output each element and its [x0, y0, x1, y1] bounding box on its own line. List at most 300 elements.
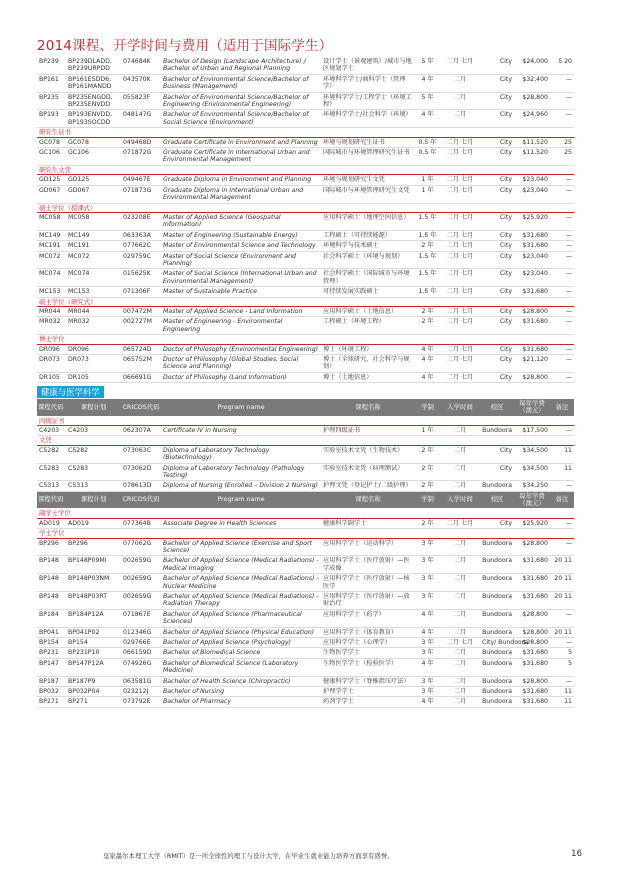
intake-cell: 二月: [440, 697, 480, 707]
campus-cell: Bundoora: [480, 648, 514, 658]
campus-cell: City: [480, 306, 514, 316]
note-cell: 5 20: [550, 57, 574, 74]
program-plan-cell: BP161ESDD6, BP161MANDD: [66, 74, 121, 92]
intake-cell: 二月: [440, 445, 480, 463]
fee-cell: $31,680: [514, 687, 550, 697]
duration-cell: 2 年: [415, 306, 440, 316]
table-row: [37, 241, 574, 251]
fee-cell: $28,800: [514, 92, 550, 110]
table-row: [37, 556, 574, 574]
table-row: [37, 574, 574, 592]
campus-cell: City: [480, 137, 514, 147]
course-code-cell: BP032: [37, 687, 66, 697]
intake-cell: 二月 七月: [440, 57, 480, 74]
duration-cell: 4 年: [415, 609, 440, 627]
table-row: [37, 74, 574, 92]
duration-cell: 1.5 年: [415, 230, 440, 240]
duration-cell: 5 年: [415, 92, 440, 110]
category-row: [37, 509, 574, 518]
fee-cell: $17,500: [514, 426, 550, 436]
duration-cell: 4 年: [415, 627, 440, 637]
note-cell: 11: [550, 697, 574, 707]
program-plan-cell: BP187P9: [66, 676, 121, 686]
program-plan-cell: BP235ENGDD, BP235ENVDD: [66, 92, 121, 110]
note-cell: 5: [550, 648, 574, 658]
fee-cell: $31,680: [514, 574, 550, 592]
table-row: [37, 251, 574, 269]
campus-cell: Bundoora: [480, 627, 514, 637]
fee-cell: $34,500: [514, 445, 550, 463]
program-plan-cell: BP041P02: [66, 627, 121, 637]
fee-cell: $31,680: [514, 317, 550, 335]
fee-cell: $25,920: [514, 212, 550, 230]
program-name-cell: Diploma of Nursing (Enrolled – Division 2 Nursing): [161, 481, 321, 491]
program-plan-cell: GD125: [66, 175, 121, 185]
column-header: 入学时间: [440, 491, 480, 508]
note-cell: —: [550, 538, 574, 556]
program-plan-cell: BP148P03RT: [66, 591, 121, 609]
cricos-code-cell: 073792E: [121, 697, 161, 707]
fee-cell: $11,520: [514, 137, 550, 147]
chinese-name-cell: 实验室技术文凭（病理测试）: [321, 463, 415, 481]
chinese-name-cell: 应用科学硕士（土地信息）: [321, 306, 415, 316]
column-header: CRICOS代码: [121, 491, 161, 508]
fee-cell: $34,500: [514, 463, 550, 481]
intake-cell: 二月: [440, 687, 480, 697]
fee-cell: $31,680: [514, 648, 550, 658]
chinese-name-cell: 应用科学学士（医疗放射）—放射治疗: [321, 591, 415, 609]
program-plan-cell: C5283: [66, 463, 121, 481]
category-label: 硕士学位（研究式）: [37, 297, 574, 306]
fee-cell: $31,680: [514, 591, 550, 609]
note-cell: —: [550, 92, 574, 110]
table-row: [37, 185, 574, 203]
column-header: 课程名称: [321, 491, 415, 508]
note-cell: —: [550, 185, 574, 203]
note-cell: —: [550, 269, 574, 287]
program-plan-cell: C4203: [66, 426, 121, 436]
fee-cell: $11,520: [514, 148, 550, 166]
campus-cell: Bundoora: [480, 676, 514, 686]
table-row: [37, 148, 574, 166]
note-cell: 25: [550, 137, 574, 147]
cricos-code-cell: 012346G: [121, 627, 161, 637]
table-row: [37, 344, 574, 354]
duration-cell: 2 年: [415, 481, 440, 491]
chinese-name-cell: 护理学学士: [321, 687, 415, 697]
intake-cell: 二月: [440, 110, 480, 128]
program-plan-cell: DR073: [66, 355, 121, 373]
duration-cell: 4 年: [415, 344, 440, 354]
campus-cell: City: [480, 251, 514, 269]
intake-cell: 二月 七月: [440, 637, 480, 647]
cricos-code-cell: 023208E: [121, 212, 161, 230]
table-row: [37, 212, 574, 230]
campus-cell: City: [480, 241, 514, 251]
duration-cell: 4 年: [415, 355, 440, 373]
program-plan-cell: BP193ENVDD, BP193SOCDD: [66, 110, 121, 128]
course-code-cell: BP148: [37, 556, 66, 574]
campus-cell: Bundoora: [480, 481, 514, 491]
note-cell: —: [550, 518, 574, 528]
course-code-cell: BP193: [37, 110, 66, 128]
program-name-cell: Bachelor of Health Science (Chiropractic): [161, 676, 321, 686]
duration-cell: 1 年: [415, 175, 440, 185]
intake-cell: 二月: [440, 648, 480, 658]
intake-cell: 二月: [440, 627, 480, 637]
note-cell: —: [550, 372, 574, 382]
column-header: 课程计划: [66, 399, 121, 416]
column-header: 学制: [415, 491, 440, 508]
fee-cell: $28,800: [514, 627, 550, 637]
program-name-cell: Bachelor of Applied Science (Exercise and Sport Science): [161, 538, 321, 556]
duration-cell: 2 年: [415, 317, 440, 335]
cricos-code-cell: 055823F: [121, 92, 161, 110]
duration-cell: 0.5 年: [415, 137, 440, 147]
cricos-code-cell: 062307A: [121, 426, 161, 436]
category-row: [37, 335, 574, 344]
table-row: [37, 317, 574, 335]
program-name-cell: Graduate Certificate in Environment and Planning: [161, 137, 321, 147]
table-row: [37, 110, 574, 128]
note-cell: —: [550, 230, 574, 240]
chinese-name-cell: 健康科学学士（脊椎指压疗法）: [321, 676, 415, 686]
course-code-cell: DR096: [37, 344, 66, 354]
table-row: [37, 481, 574, 491]
section-title: 健康与医学科学: [37, 386, 104, 398]
intake-cell: 二月 七月: [440, 251, 480, 269]
course-code-cell: C5282: [37, 445, 66, 463]
intake-cell: 二月 七月: [440, 355, 480, 373]
chinese-name-cell: 生物医学学士: [321, 648, 415, 658]
table-row: [37, 676, 574, 686]
program-name-cell: Master of Applied Science - Land Information: [161, 306, 321, 316]
intake-cell: 二月 七月: [440, 148, 480, 166]
campus-cell: City: [480, 344, 514, 354]
program-plan-cell: MR032: [66, 317, 121, 335]
chinese-name-cell: 可持续发展实践硕士: [321, 287, 415, 297]
cricos-code-cell: 065752M: [121, 355, 161, 373]
course-code-cell: BP148: [37, 591, 66, 609]
column-header: Program name: [161, 491, 321, 508]
cricos-code-cell: 015625K: [121, 269, 161, 287]
chinese-name-cell: 应用科学学士（医疗放射）—核医学: [321, 574, 415, 592]
table-row: [37, 591, 574, 609]
note-cell: —: [550, 344, 574, 354]
chinese-name-cell: 生物医学学士（检验医学）: [321, 658, 415, 676]
course-code-cell: BP148: [37, 574, 66, 592]
table-row: [37, 538, 574, 556]
campus-cell: City: [480, 355, 514, 373]
duration-cell: 2 年: [415, 463, 440, 481]
note-cell: 11: [550, 463, 574, 481]
duration-cell: 4 年: [415, 372, 440, 382]
fee-cell: $31,680: [514, 241, 550, 251]
duration-cell: 2 年: [415, 445, 440, 463]
course-code-cell: BP239: [37, 57, 66, 74]
program-name-cell: Master of Sustainable Practice: [161, 287, 321, 297]
cricos-code-cell: 074926G: [121, 658, 161, 676]
chinese-name-cell: 实验室技术文凭（生物技术）: [321, 445, 415, 463]
column-header: 学制: [415, 399, 440, 416]
category-label: 研究生文凭: [37, 165, 574, 174]
program-plan-cell: GD067: [66, 185, 121, 203]
duration-cell: 1 年: [415, 185, 440, 203]
program-name-cell: Diploma of Laboratory Technology (Pathology Testing): [161, 463, 321, 481]
cricos-code-cell: 063581G: [121, 676, 161, 686]
program-plan-cell: BP239DLADD, BP239URPDD: [66, 57, 121, 74]
column-header: 每年学费（澳元）: [514, 491, 550, 508]
program-plan-cell: BP148P09MI: [66, 556, 121, 574]
cricos-code-cell: 073062D: [121, 463, 161, 481]
cricos-code-cell: 043570K: [121, 74, 161, 92]
program-plan-cell: GC106: [66, 148, 121, 166]
table-row: [37, 648, 574, 658]
note-cell: —: [550, 676, 574, 686]
chinese-name-cell: 应用科学学士（体育教育）: [321, 627, 415, 637]
program-plan-cell: BP184P12A: [66, 609, 121, 627]
fee-cell: $28,800: [514, 637, 550, 647]
duration-cell: 3 年: [415, 574, 440, 592]
course-code-cell: BP235: [37, 92, 66, 110]
course-code-cell: DR105: [37, 372, 66, 382]
table-row: [37, 687, 574, 697]
intake-cell: 二月 七月: [440, 212, 480, 230]
note-cell: —: [550, 426, 574, 436]
intake-cell: 二月: [440, 538, 480, 556]
program-plan-cell: BP231P10: [66, 648, 121, 658]
cricos-code-cell: 049468D: [121, 137, 161, 147]
chinese-name-cell: 应用科学学士（运动科学）: [321, 538, 415, 556]
campus-cell: City: [480, 185, 514, 203]
campus-cell: City: [480, 230, 514, 240]
course-code-cell: MC191: [37, 241, 66, 251]
note-cell: —: [550, 287, 574, 297]
program-plan-cell: MC058: [66, 212, 121, 230]
program-name-cell: Bachelor of Applied Science (Medical Radiations) - Nuclear Medicine: [161, 574, 321, 592]
chinese-name-cell: 环境科学学士/工程学士（环境工程）: [321, 92, 415, 110]
table-row: [37, 637, 574, 647]
program-name-cell: Bachelor of Nursing: [161, 687, 321, 697]
table-header-row: [37, 399, 574, 416]
note-cell: 20 11: [550, 591, 574, 609]
campus-cell: Bundoora: [480, 426, 514, 436]
category-row: [37, 416, 574, 425]
fee-cell: $28,800: [514, 676, 550, 686]
category-row: [37, 128, 574, 137]
course-code-cell: BP184: [37, 609, 66, 627]
table-row: [37, 92, 574, 110]
program-name-cell: Master of Engineering - Environmental Engineering: [161, 317, 321, 335]
intake-cell: 二月: [440, 556, 480, 574]
chinese-name-cell: 国际城市与环境管理研究生文凭: [321, 185, 415, 203]
campus-cell: City: [480, 269, 514, 287]
campus-cell: City: [480, 148, 514, 166]
duration-cell: 4 年: [415, 110, 440, 128]
table-row: [37, 658, 574, 676]
program-plan-cell: MR044: [66, 306, 121, 316]
intake-cell: 二月: [440, 658, 480, 676]
program-plan-cell: BP032P04: [66, 687, 121, 697]
campus-cell: City: [480, 317, 514, 335]
campus-cell: City: [480, 463, 514, 481]
table-row: [37, 230, 574, 240]
campus-cell: Bundoora: [480, 697, 514, 707]
campus-cell: City: [480, 212, 514, 230]
chinese-name-cell: 环境与规划研究生证书: [321, 137, 415, 147]
category-label: 副学士学位: [37, 509, 574, 518]
intake-cell: 二月 七月: [440, 185, 480, 203]
program-name-cell: Bachelor of Environmental Science/Bachelor of Social Science (Environment): [161, 110, 321, 128]
fee-cell: $23,040: [514, 251, 550, 269]
column-header: 备注: [550, 399, 574, 416]
program-name-cell: Certificate IV in Nursing: [161, 426, 321, 436]
page-title: 2014课程、开学时间与费用（适用于国际学生）: [37, 38, 333, 54]
intake-cell: 二月: [440, 609, 480, 627]
program-name-cell: Master of Engineering (Sustainable Energy): [161, 230, 321, 240]
course-code-cell: MC149: [37, 230, 66, 240]
note-cell: —: [550, 110, 574, 128]
cricos-code-cell: 074684K: [121, 57, 161, 74]
fee-cell: $31,680: [514, 697, 550, 707]
note-cell: 11: [550, 445, 574, 463]
campus-cell: Bundoora: [480, 687, 514, 697]
chinese-name-cell: 环境科学学士/社会科学（环境）: [321, 110, 415, 128]
category-row: [37, 436, 574, 445]
course-code-cell: MR032: [37, 317, 66, 335]
note-cell: —: [550, 481, 574, 491]
campus-cell: City: [480, 287, 514, 297]
program-plan-cell: C5313: [66, 481, 121, 491]
program-plan-cell: GC078: [66, 137, 121, 147]
chinese-name-cell: 工程硕士（可持续能源）: [321, 230, 415, 240]
intake-cell: 二月 七月: [440, 372, 480, 382]
note-cell: —: [550, 637, 574, 647]
note-cell: 11: [550, 687, 574, 697]
chinese-name-cell: 健康科学副学士: [321, 518, 415, 528]
fee-cell: $34,250: [514, 481, 550, 491]
program-plan-cell: MC153: [66, 287, 121, 297]
duration-cell: 1.5 年: [415, 287, 440, 297]
cricos-code-cell: 071306F: [121, 287, 161, 297]
program-plan-cell: BP154: [66, 637, 121, 647]
campus-cell: City: [480, 518, 514, 528]
category-row: [37, 203, 574, 212]
campus-cell: City/ Bundoora: [482, 638, 529, 646]
cricos-code-cell: 002659G: [121, 591, 161, 609]
chinese-name-cell: 应用科学学士（心理学）: [321, 637, 415, 647]
category-label: 博士学位: [37, 335, 574, 344]
intake-cell: 二月 七月: [440, 230, 480, 240]
cricos-code-cell: 077364B: [121, 518, 161, 528]
chinese-name-cell: 环境科学学士/商科学士（管理学）: [321, 74, 415, 92]
course-code-cell: DR073: [37, 355, 66, 373]
cricos-code-cell: 065724D: [121, 344, 161, 354]
cricos-code-cell: 066691G: [121, 372, 161, 382]
course-code-cell: BP147: [37, 658, 66, 676]
intake-cell: 二月 七月: [440, 317, 480, 335]
course-code-cell: MR044: [37, 306, 66, 316]
course-code-cell: BP231: [37, 648, 66, 658]
fee-cell: $21,120: [514, 355, 550, 373]
course-code-cell: BP041: [37, 627, 66, 637]
course-code-cell: C5283: [37, 463, 66, 481]
program-plan-cell: MC072: [66, 251, 121, 269]
table-body: [37, 57, 574, 707]
course-code-cell: BP187: [37, 676, 66, 686]
campus-cell: Bundoora: [480, 658, 514, 676]
fee-cell: $28,800: [514, 306, 550, 316]
table-row: [37, 306, 574, 316]
course-code-cell: GD067: [37, 185, 66, 203]
intake-cell: 二月: [440, 463, 480, 481]
program-name-cell: Master of Social Science (International Urban and Environmental Management): [161, 269, 321, 287]
column-header: 备注: [550, 491, 574, 508]
fee-cell: $23,040: [514, 185, 550, 203]
intake-cell: 二月 七月: [440, 518, 480, 528]
campus-cell: City: [480, 110, 514, 128]
duration-cell: 4 年: [415, 658, 440, 676]
intake-cell: 二月 七月: [440, 269, 480, 287]
duration-cell: 3 年: [415, 687, 440, 697]
program-name-cell: Doctor of Philosophy (Global Studies, Social Science and Planning): [161, 355, 321, 373]
duration-cell: 2 年: [415, 518, 440, 528]
campus-cell: Bundoora: [480, 574, 514, 592]
fee-cell: $23,040: [514, 175, 550, 185]
column-header: 入学时间: [440, 399, 480, 416]
fee-cell: $32,400: [514, 74, 550, 92]
program-plan-cell: DR105: [66, 372, 121, 382]
duration-cell: 3 年: [415, 591, 440, 609]
chinese-name-cell: 博士（全球研究、社会科学与规划）: [321, 355, 415, 373]
category-row: [37, 297, 574, 306]
note-cell: —: [550, 241, 574, 251]
fee-cell: $24,960: [514, 110, 550, 128]
program-name-cell: Bachelor of Applied Science (Medical Radiations) - Medical Imaging: [161, 556, 321, 574]
program-name-cell: Bachelor of Biomedical Science (Laboratory Medicine): [161, 658, 321, 676]
cricos-code-cell: 002659G: [121, 556, 161, 574]
column-header: Program name: [161, 399, 321, 416]
intake-cell: 二月: [440, 591, 480, 609]
chinese-name-cell: 护理四级证书: [321, 426, 415, 436]
cricos-code-cell: 048147G: [121, 110, 161, 128]
chinese-name-cell: 博士（环境工程）: [321, 344, 415, 354]
note-cell: —: [550, 317, 574, 335]
chinese-name-cell: 药剂学学士: [321, 697, 415, 707]
program-name-cell: Graduate Certificate in International Urban and Environmental Management: [161, 148, 321, 166]
course-code-cell: C4203: [37, 426, 66, 436]
fee-cell: $28,800: [514, 538, 550, 556]
course-code-cell: MC058: [37, 212, 66, 230]
program-name-cell: Master of Applied Science (Geospatial Information): [161, 212, 321, 230]
course-code-cell: MC153: [37, 287, 66, 297]
program-name-cell: Bachelor of Applied Science (Physical Education): [161, 627, 321, 637]
note-cell: 20 11: [550, 627, 574, 637]
duration-cell: 3 年: [415, 676, 440, 686]
program-name-cell: Master of Social Science (Environment and Planning): [161, 251, 321, 269]
course-code-cell: BP161: [37, 74, 66, 92]
program-plan-cell: MC074: [66, 269, 121, 287]
section-row: [37, 383, 574, 400]
chinese-name-cell: 应用科学学士（医疗放射）—医学成像: [321, 556, 415, 574]
campus-cell: Bundoora: [480, 556, 514, 574]
duration-cell: 2 年: [415, 241, 440, 251]
duration-cell: 5 年: [415, 57, 440, 74]
intake-cell: 二月 七月: [440, 306, 480, 316]
category-label: 四级证书: [37, 416, 574, 425]
note-cell: —: [550, 306, 574, 316]
fee-cell: $23,040: [514, 269, 550, 287]
